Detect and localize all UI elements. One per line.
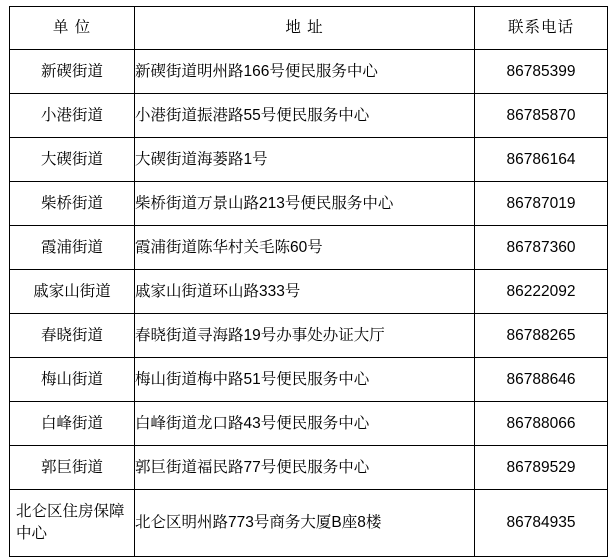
table-row <box>10 94 608 138</box>
cell-unit: 新碶街道 <box>10 50 135 94</box>
cell-phone: 86789529 <box>475 446 608 490</box>
contact-table <box>9 6 608 557</box>
table-row <box>10 402 608 446</box>
contact-table-container <box>9 6 607 557</box>
cell-address: 戚家山街道环山路333号 <box>135 270 475 314</box>
table-row <box>10 446 608 490</box>
cell-address: 梅山街道梅中路51号便民服务中心 <box>135 358 475 402</box>
table-header-row <box>10 7 608 50</box>
cell-unit: 大碶街道 <box>10 138 135 182</box>
cell-unit: 戚家山街道 <box>10 270 135 314</box>
cell-unit: 柴桥街道 <box>10 182 135 226</box>
cell-unit: 小港街道 <box>10 94 135 138</box>
cell-address: 郭巨街道福民路77号便民服务中心 <box>135 446 475 490</box>
cell-unit: 北仑区住房保障中心 <box>10 490 135 557</box>
cell-address: 北仑区明州路773号商务大厦B座8楼 <box>135 490 475 557</box>
table-row <box>10 50 608 94</box>
cell-phone: 86788646 <box>475 358 608 402</box>
table-body <box>10 50 608 557</box>
column-header-unit: 单 位 <box>10 7 135 50</box>
cell-phone: 86786164 <box>475 138 608 182</box>
cell-phone: 86788066 <box>475 402 608 446</box>
cell-address: 春晓街道寻海路19号办事处办证大厅 <box>135 314 475 358</box>
cell-unit: 梅山街道 <box>10 358 135 402</box>
cell-unit: 郭巨街道 <box>10 446 135 490</box>
table-row <box>10 490 608 557</box>
table-row <box>10 270 608 314</box>
cell-phone: 86222092 <box>475 270 608 314</box>
table-row <box>10 358 608 402</box>
cell-phone: 86785870 <box>475 94 608 138</box>
cell-unit: 春晓街道 <box>10 314 135 358</box>
cell-address: 新碶街道明州路166号便民服务中心 <box>135 50 475 94</box>
cell-unit: 霞浦街道 <box>10 226 135 270</box>
table-row <box>10 138 608 182</box>
cell-address: 大碶街道海蒌路1号 <box>135 138 475 182</box>
cell-phone: 86788265 <box>475 314 608 358</box>
cell-unit: 白峰街道 <box>10 402 135 446</box>
table-row <box>10 314 608 358</box>
cell-phone: 86787019 <box>475 182 608 226</box>
cell-address: 柴桥街道万景山路213号便民服务中心 <box>135 182 475 226</box>
cell-phone: 86787360 <box>475 226 608 270</box>
cell-address: 小港街道振港路55号便民服务中心 <box>135 94 475 138</box>
cell-phone: 86785399 <box>475 50 608 94</box>
cell-address: 白峰街道龙口路43号便民服务中心 <box>135 402 475 446</box>
cell-address: 霞浦街道陈华村关毛陈60号 <box>135 226 475 270</box>
cell-phone: 86784935 <box>475 490 608 557</box>
column-header-phone: 联系电话 <box>475 7 608 50</box>
table-row <box>10 182 608 226</box>
table-header <box>10 7 608 50</box>
table-row <box>10 226 608 270</box>
column-header-address: 地 址 <box>135 7 475 50</box>
